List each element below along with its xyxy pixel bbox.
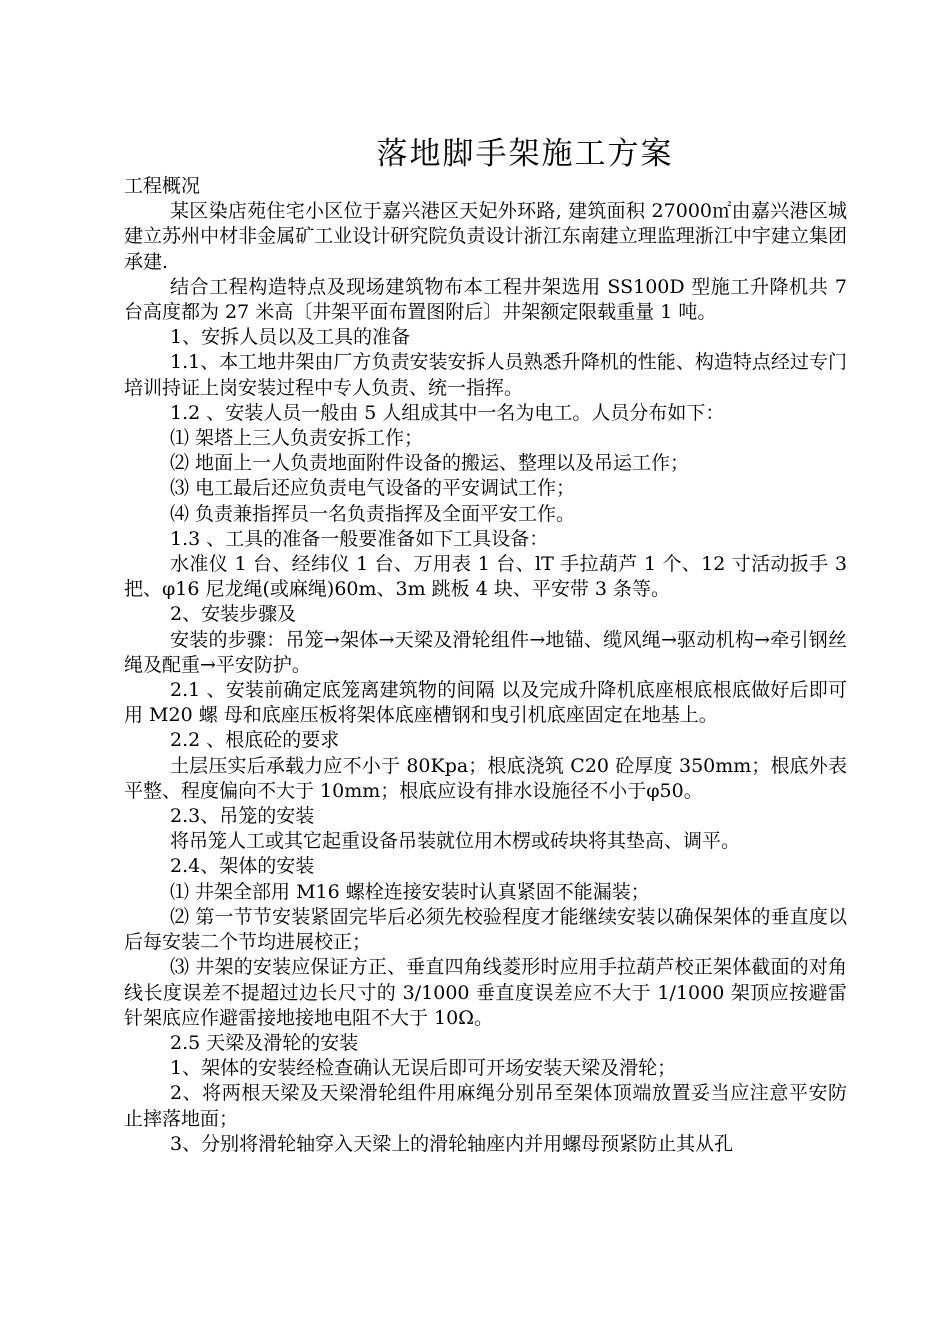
document-body <box>124 174 847 1157</box>
paragraph: 2.4、架体的安装 <box>170 855 315 878</box>
paragraph: 2、将两根天梁及天梁滑轮组件用麻绳分别吊至架体顶端放置妥当应注意平安防止摔落地面； <box>124 1082 847 1130</box>
paragraph: ⑴ 架塔上三人负责安拆工作； <box>170 427 424 450</box>
paragraph: 土层压实后承载力应不小于 80Kpa；根底浇筑 C20 砼厚度 350mm；根底外表平整、程度偏向不大于 10mm；根底应设有排水设施径不小于φ50。 <box>124 754 847 802</box>
paragraph: 1、安拆人员以及工具的准备 <box>170 326 411 349</box>
paragraph: 1.1、本工地井架由厂方负责安装安拆人员熟悉升降机的性能、构造特点经过专门培训持证上岗安装过程中专人负责、统一指挥。 <box>124 351 847 399</box>
paragraph: 2、安装步骤及 <box>170 603 297 626</box>
paragraph: ⑶ 电工最后还应负责电气设备的平安调试工作； <box>170 477 576 500</box>
paragraph: 将吊笼人工或其它起重设备吊装就位用木楞或砖块将其垫高、调平。 <box>170 830 741 853</box>
paragraph: 2.5 天梁及滑轮的安装 <box>170 1031 359 1054</box>
paragraph: 某区染店苑住宅小区位于嘉兴港区天妃外环路, 建筑面积 27000㎡由嘉兴港区城建立苏州中材非金属矿工业设计研究院负责设计浙江东南建立理监理浙江中宇建立集团承建. <box>124 200 847 273</box>
paragraph: 1.3 、工具的准备一般要准备如下工具设备： <box>170 527 549 550</box>
document-title: 落地脚手架施工方案 <box>376 136 674 172</box>
paragraph: 结合工程构造特点及现场建筑物布本工程井架选用 SS100D 型施工升降机共 7 台高度都为 27 米高〔井架平面布置图附后〕井架额定限载重量 1 吨。 <box>124 275 847 324</box>
paragraph: 2.1 、安装前确定底笼离建筑物的间隔 以及完成升降机底座根底根底做好后即可用 M20 螺 母和底座压板将架体底座槽钢和曳引机底座固定在地基上。 <box>124 679 847 727</box>
paragraph: ⑵ 第一节节安装紧固完毕后必须先校验程度才能继续安装以确保架体的垂直度以后每安装二个节均进展校正； <box>124 905 847 954</box>
paragraph: 1、架体的安装经检查确认无误后即可开场安装天梁及滑轮； <box>170 1057 677 1080</box>
paragraph: 2.3、吊笼的安装 <box>170 805 315 828</box>
paragraph: 3、分别将滑轮轴穿入天梁上的滑轮轴座内并用螺母预紧防止其从孔 <box>170 1132 734 1155</box>
paragraph: ⑷ 负责兼指挥员一名负责指挥及全面平安工作。 <box>170 502 576 525</box>
paragraph: ⑴ 井架全部用 M16 螺栓连接安装时认真紧固不能漏装； <box>170 880 650 903</box>
paragraph: ⑶ 井架的安装应保证方正、垂直四角线菱形时应用手拉葫芦校正架体截面的对角线长度误差不提超过边长尺寸的 3/1000 垂直度误差应不大于 1/1000 架顶应按避雷针架底应作避雷接地接地电阻不大于 10Ω。 <box>124 956 847 1029</box>
paragraph: 2.2 、根底砼的要求 <box>170 729 340 752</box>
section-heading: 工程概况 <box>124 175 201 197</box>
paragraph: ⑵ 地面上一人负责地面附件设备的搬运、整理以及吊运工作； <box>170 452 690 475</box>
paragraph: 1.2 、安装人员一般由 5 人组成其中一名为电工。人员分布如下： <box>170 401 725 424</box>
paragraph: 安装的步骤：吊笼→架体→天梁及滑轮组件→地锚、缆风绳→驱动机构→牵引钢丝绳及配重→平安防护。 <box>124 628 847 676</box>
paragraph: 水准仪 1 台、经纬仪 1 台、万用表 1 台、lT 手拉葫芦 1 个、12 寸活动扳手 3 把、φ16 尼龙绳(或麻绳)60m、3m 跳板 4 块、平安带 3 条等。 <box>124 553 847 601</box>
